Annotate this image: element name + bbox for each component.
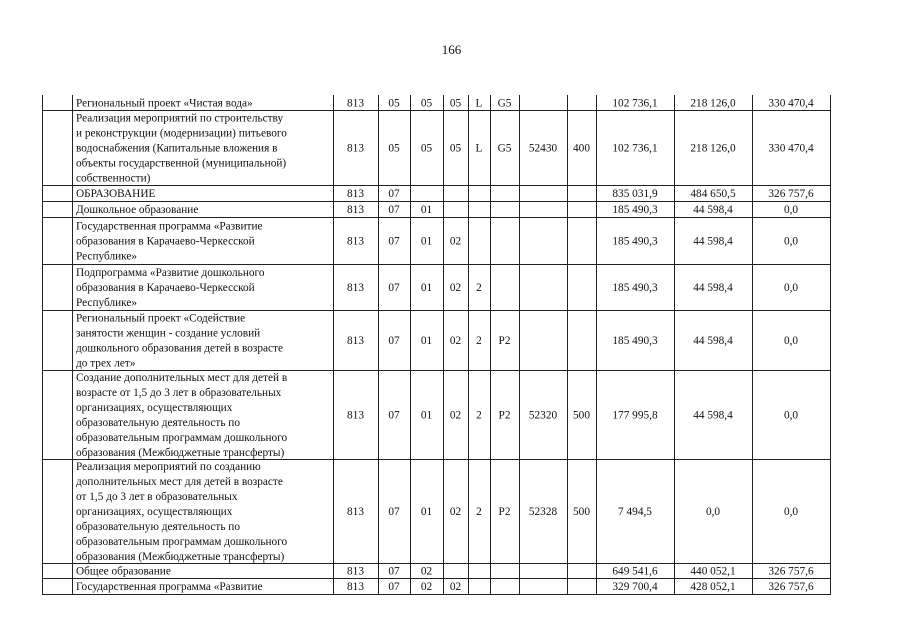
- row-description-line: образования (Межбюджетные трансферты): [76, 551, 285, 563]
- cell-sum1: 177 995,8: [612, 409, 658, 422]
- row-description-line: до трех лет»: [76, 357, 136, 370]
- cell-subprog: L: [475, 142, 483, 155]
- cell-sum2: 484 650,5: [690, 188, 736, 200]
- cell-prog: 05: [449, 97, 462, 110]
- table-row: [76, 566, 814, 578]
- cell-subprog: L: [475, 97, 483, 110]
- cell-prog: 02: [449, 409, 462, 422]
- cell-sum2: 218 126,0: [690, 142, 736, 155]
- cell-sum1: 835 031,9: [612, 188, 658, 200]
- cell-sum3: 0,0: [783, 235, 799, 248]
- cell-subsection: 02: [420, 581, 433, 593]
- row-description-line: ОБРАЗОВАНИЕ: [76, 188, 156, 200]
- cell-section: 07: [388, 188, 400, 200]
- cell-sum1: 185 490,3: [612, 282, 658, 294]
- row-description-line: водоснабжения (Капитальные вложения в: [76, 142, 278, 155]
- cell-event: P2: [498, 335, 511, 347]
- row-description-line: Дошкольное образование: [76, 204, 199, 216]
- row-description-line: организациях, осуществляющих: [76, 402, 233, 414]
- cell-ministry: 813: [347, 506, 364, 518]
- row-description-line: Региональный проект «Содействие: [76, 312, 246, 325]
- cell-prog: 02: [449, 506, 462, 518]
- cell-sum3: 0,0: [783, 409, 799, 422]
- table-row: [76, 267, 798, 309]
- cell-sum2: 44 598,4: [693, 204, 733, 216]
- cell-ministry: 813: [347, 282, 364, 294]
- cell-section: 07: [388, 409, 400, 422]
- cell-direction: 52320: [528, 409, 558, 422]
- cell-subsection: 01: [420, 335, 433, 347]
- page-number: 166: [441, 42, 462, 57]
- row-description-line: образовательную деятельность по: [76, 417, 241, 429]
- cell-ministry: 813: [347, 409, 364, 422]
- cell-sum3: 0,0: [783, 506, 799, 518]
- row-description-line: Реализация мероприятий по строительству: [76, 112, 284, 125]
- row-description-line: образования в Карачаево-Черкесской: [76, 282, 255, 294]
- table-row: [76, 372, 798, 459]
- cell-event: P2: [498, 409, 511, 422]
- cell-sum2: 44 598,4: [693, 235, 733, 248]
- cell-expense-type: 500: [573, 409, 590, 422]
- cell-direction: 52328: [528, 506, 558, 518]
- cell-section: 07: [388, 335, 400, 347]
- row-description-line: дополнительных мест для детей в возрасте: [76, 476, 283, 488]
- cell-subprog: 2: [476, 506, 482, 518]
- cell-subsection: 01: [420, 235, 433, 248]
- cell-prog: 02: [449, 235, 462, 248]
- row-description-line: занятости женщин - создание условий: [76, 327, 261, 340]
- cell-sum1: 102 736,1: [612, 97, 658, 110]
- cell-sum2: 428 052,1: [690, 581, 736, 593]
- table-row: [76, 204, 798, 216]
- cell-ministry: 813: [347, 565, 364, 578]
- cell-sum3: 326 757,6: [768, 581, 814, 593]
- row-description-line: Реализация мероприятий по созданию: [76, 461, 261, 473]
- row-description-line: образовательным программам дошкольного: [76, 536, 288, 548]
- cell-sum1: 185 490,3: [612, 235, 658, 248]
- cell-sum1: 7 494,5: [618, 506, 652, 518]
- cell-sum1: 185 490,3: [612, 204, 658, 216]
- row-description-line: собственности): [76, 172, 151, 185]
- table-row: [76, 461, 798, 563]
- row-description-line: возрасте от 1,5 до 3 лет в образовательных: [76, 387, 282, 399]
- row-description-line: Государственная программа «Развитие: [76, 581, 263, 593]
- cell-ministry: 813: [347, 188, 364, 200]
- cell-section: 05: [388, 97, 400, 110]
- row-description-line: и реконструкции (модернизации) питьевого: [76, 127, 287, 140]
- cell-expense-type: 500: [573, 506, 590, 518]
- cell-section: 07: [388, 581, 400, 593]
- table-row: [76, 113, 814, 185]
- row-description-line: Региональный проект «Чистая вода»: [76, 97, 253, 110]
- cell-sum1: 185 490,3: [612, 335, 658, 347]
- cell-subsection: 01: [420, 506, 433, 518]
- table-row: [76, 188, 814, 200]
- cell-subprog: 2: [476, 409, 482, 422]
- cell-subsection: 02: [420, 565, 433, 578]
- row-description-line: образовательным программам дошкольного: [76, 432, 288, 444]
- cell-subprog: 2: [476, 282, 482, 294]
- cell-subsection: 05: [420, 142, 433, 155]
- cell-ministry: 813: [347, 335, 364, 347]
- row-description-line: образования (Межбюджетные трансферты): [76, 447, 285, 459]
- cell-sum2: 44 598,4: [693, 409, 733, 422]
- cell-sum2: 0,0: [705, 506, 721, 518]
- cell-subsection: 01: [420, 409, 433, 422]
- cell-sum3: 0,0: [783, 204, 799, 216]
- cell-sum3: 330 470,4: [768, 97, 814, 110]
- cell-sum1: 649 541,6: [612, 565, 658, 578]
- row-description-line: Государственная программа «Развитие: [76, 220, 263, 233]
- cell-ministry: 813: [347, 142, 364, 155]
- cell-subsection: 01: [420, 204, 433, 216]
- row-description-line: образовательную деятельность по: [76, 521, 241, 533]
- cell-direction: 52430: [528, 142, 558, 155]
- cell-section: 07: [388, 204, 400, 216]
- cell-sum2: 44 598,4: [693, 282, 733, 294]
- cell-sum3: 326 757,6: [768, 188, 814, 200]
- cell-section: 05: [388, 142, 400, 155]
- row-description-line: организациях, осуществляющих: [76, 506, 233, 518]
- row-description-line: Создание дополнительных мест для детей в: [76, 372, 288, 384]
- cell-subsection: 05: [420, 97, 433, 110]
- cell-event: P2: [498, 506, 511, 518]
- cell-prog: 02: [449, 581, 462, 593]
- cell-prog: 02: [449, 282, 462, 294]
- table-row: [76, 313, 798, 370]
- row-description-line: Подпрограмма «Развитие дошкольного: [76, 267, 265, 279]
- cell-sum1: 329 700,4: [612, 581, 658, 593]
- cell-subprog: 2: [476, 335, 482, 347]
- row-description-line: объекты государственной (муниципальной): [76, 157, 287, 170]
- row-description-line: дошкольного образования детей в возрасте: [76, 342, 283, 355]
- cell-sum2: 440 052,1: [690, 565, 736, 578]
- cell-ministry: 813: [347, 581, 364, 593]
- cell-sum3: 326 757,6: [768, 565, 814, 578]
- cell-sum3: 0,0: [783, 335, 799, 347]
- cell-sum3: 0,0: [783, 282, 799, 294]
- cell-section: 07: [388, 565, 400, 578]
- cell-event: G5: [497, 97, 512, 110]
- row-description-line: от 1,5 до 3 лет в образовательных: [76, 491, 238, 503]
- cell-ministry: 813: [347, 235, 364, 248]
- cell-prog: 05: [449, 142, 462, 155]
- cell-ministry: 813: [347, 97, 364, 110]
- row-description-line: образования в Карачаево-Черкесской: [76, 235, 255, 248]
- table-row: [76, 221, 798, 263]
- row-description-line: Республике»: [76, 297, 138, 309]
- cell-prog: 02: [449, 335, 462, 347]
- row-description-line: Республике»: [76, 250, 138, 263]
- cell-expense-type: 400: [573, 142, 590, 155]
- row-description-line: Общее образование: [76, 565, 171, 578]
- cell-subsection: 01: [420, 282, 433, 294]
- cell-sum3: 330 470,4: [768, 142, 814, 155]
- cell-section: 07: [388, 282, 400, 294]
- cell-sum2: 218 126,0: [690, 97, 736, 110]
- cell-section: 07: [388, 235, 400, 248]
- cell-ministry: 813: [347, 204, 364, 216]
- cell-event: G5: [497, 142, 512, 155]
- cell-section: 07: [388, 506, 400, 518]
- cell-sum2: 44 598,4: [693, 335, 733, 347]
- cell-sum1: 102 736,1: [612, 142, 658, 155]
- table-row: [76, 581, 814, 593]
- table-row: [76, 98, 814, 110]
